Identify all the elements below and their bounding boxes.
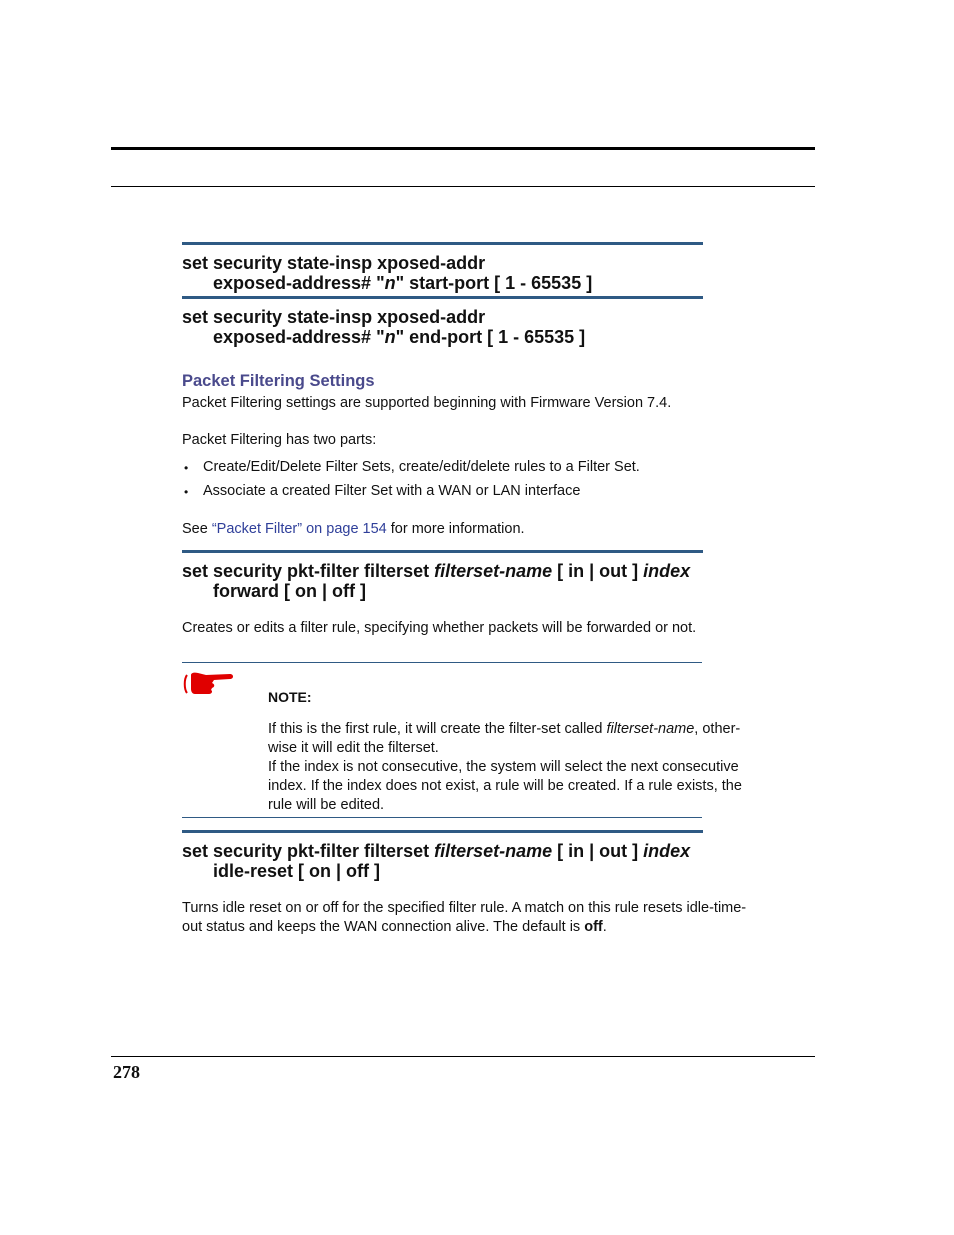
note-label: NOTE:	[268, 689, 312, 705]
command-heading-end-port	[182, 307, 782, 347]
command-separator-bar	[182, 550, 703, 553]
pointing-hand-icon	[182, 669, 238, 699]
list-item: Associate a created Filter Set with a WAN or LAN interface	[203, 483, 581, 499]
section-parts-intro: Packet Filtering has two parts:	[182, 432, 377, 448]
note-line: If this is the first rule, it will create the filter-set called filterset-name, other-	[268, 721, 741, 737]
command-line-2: forward [ on | off ]	[213, 581, 367, 601]
header-rule-thick	[111, 147, 815, 150]
command-heading-start-port	[182, 253, 782, 293]
footer-rule	[111, 1056, 815, 1057]
section-intro: Packet Filtering settings are supported beginning with Firmware Version 7.4.	[182, 395, 672, 411]
command-line-1: set security pkt-filter filterset filterset-name [ in | out ] index	[182, 841, 691, 861]
note-line: rule will be edited.	[268, 797, 385, 813]
command-separator-bar	[182, 242, 703, 245]
command-line-2: exposed-address# "n" end-port [ 1 - 65535 ]	[213, 327, 586, 347]
command-separator-bar	[182, 830, 703, 833]
note-line: wise it will edit the filterset.	[268, 740, 439, 756]
command-description: Turns idle reset on or off for the specified filter rule. A match on this rule resets idle-time- out status and keeps the WAN connection alive. The default is off.	[182, 900, 747, 935]
command-line-1: set security state-insp xposed-addr	[182, 253, 486, 273]
list-item: Create/Edit/Delete Filter Sets, create/edit/delete rules to a Filter Set.	[203, 459, 640, 475]
bullet-marker: •	[184, 461, 189, 475]
command-heading-idle-reset	[182, 841, 782, 881]
command-line-1: set security state-insp xposed-addr	[182, 307, 486, 327]
packet-filter-link[interactable]: “Packet Filter” on page 154	[211, 521, 387, 537]
note-bottom-rule	[182, 817, 702, 818]
header-rule-thin	[111, 186, 815, 187]
command-line-2: exposed-address# "n" start-port [ 1 - 65535 ]	[213, 273, 593, 293]
note-top-rule	[182, 662, 702, 663]
command-line-1: set security pkt-filter filterset filterset-name [ in | out ] index	[182, 561, 691, 581]
note-line: If the index is not consecutive, the system will select the next consecutive	[268, 759, 739, 775]
bullet-marker: •	[184, 485, 189, 499]
page-number: 278	[113, 1062, 140, 1082]
note-body	[268, 720, 788, 815]
command-heading-forward	[182, 561, 782, 601]
section-title: Packet Filtering Settings	[182, 372, 375, 390]
command-line-2: idle-reset [ on | off ]	[213, 861, 381, 881]
command-description: Creates or edits a filter rule, specifying whether packets will be forwarded or not.	[182, 620, 697, 636]
command-separator-bar	[182, 296, 703, 299]
note-line: index. If the index does not exist, a rule will be created. If a rule exists, the	[268, 778, 742, 794]
see-also-text: See “Packet Filter” on page 154 for more information.	[182, 521, 525, 537]
